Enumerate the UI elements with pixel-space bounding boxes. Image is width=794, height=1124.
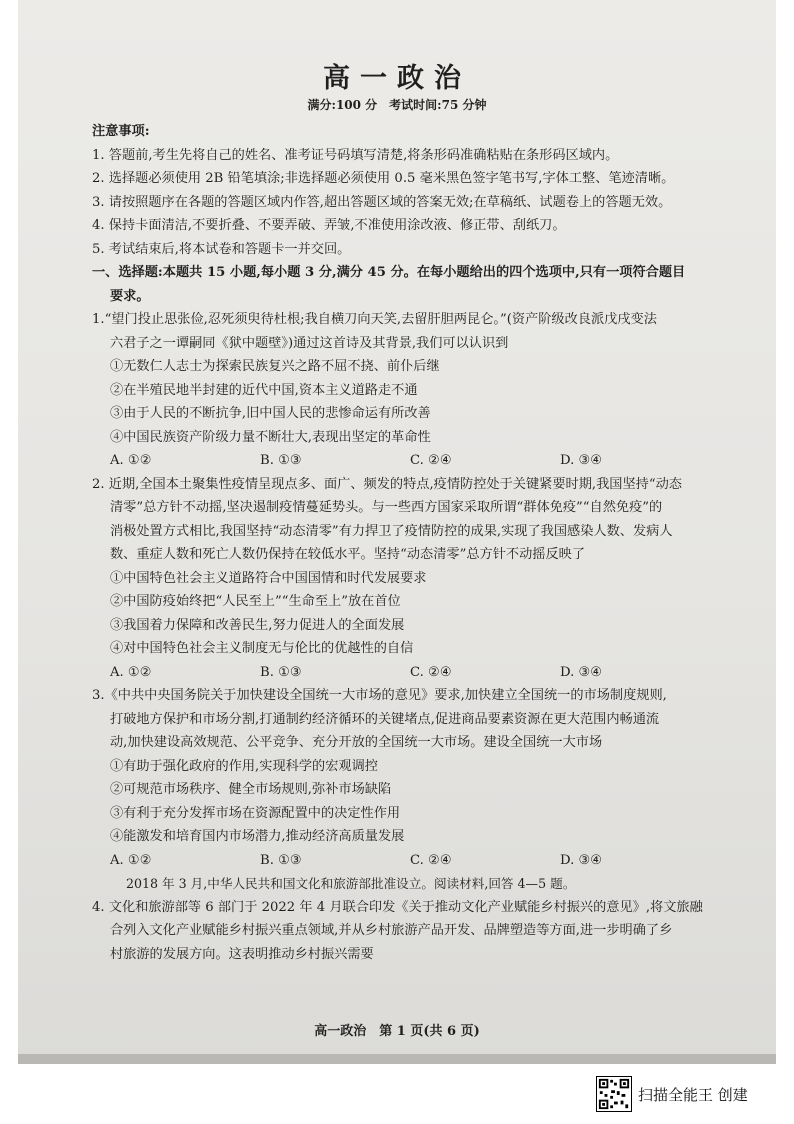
question-2-stem: 消极处置方式相比,我国坚持“动态清零”有力捍卫了疫情防控的成果,实现了我国感染人数、发病人: [110, 523, 673, 539]
scanner-credit: 扫描全能王 创建: [638, 1085, 748, 1104]
question-1-option: ③由于人民的不断抗争,旧中国人民的悲惨命运有所改善: [110, 406, 431, 421]
question-2-option: ③我国着力保障和改善民生,努力促进人的全面发展: [110, 617, 405, 633]
notes-heading: 注意事项:: [92, 124, 150, 139]
note-item: 3. 请按照题序在各题的答题区域内作答,超出答题区域的答案无效;在草稿纸、试题卷上的答题无效。: [92, 194, 672, 210]
question-2-stem: 清零”总方针不动摇,坚决遏制疫情蔓延势头。与一些西方国家采取所谓“群体免疫”“自然免疫”的: [110, 500, 663, 515]
exam-paper: [18, 0, 776, 1064]
choice-d: D. ③④: [560, 453, 603, 468]
choice-a: A. ①②: [110, 852, 152, 868]
choice-a: A. ①②: [110, 664, 152, 680]
question-3-option: ③有利于充分发挥市场在资源配置中的决定性作用: [110, 805, 401, 821]
note-item: 1. 答题前,考生先将自己的姓名、准考证号码填写清楚,将条形码准确粘贴在条形码区域内。: [92, 147, 619, 163]
question-2-option: ①中国特色社会主义道路符合中国国情和时代发展要求: [110, 570, 427, 586]
question-1-stem: 六君子之一谭嗣同《狱中题壁》)通过这首诗及其背景,我们可以认识到: [110, 335, 509, 351]
note-item: 4. 保持卡面清洁,不要折叠、不要弄破、弄皱,不准使用涂改液、修正带、刮纸刀。: [92, 218, 566, 233]
question-1-option: ④中国民族资产阶级力量不断壮大,表现出坚定的革命性: [110, 429, 431, 445]
note-item: 2. 选择题必须使用 2B 铅笔填涂;非选择题必须使用 0.5 毫米黑色签字笔书写,字体工整、笔迹清晰。: [92, 171, 675, 186]
question-1-option: ①无数仁人志士为探索民族复兴之路不屈不挠、前仆后继: [110, 359, 440, 374]
question-3-choices: [92, 849, 772, 873]
scanner-watermark: [596, 1076, 748, 1112]
choice-c: C. ②④: [410, 664, 452, 680]
question-3-stem: 3.《中共中央国务院关于加快建设全国统一大市场的意见》要求,加快建立全国统一的市场制度规则,: [92, 688, 667, 703]
question-2-stem: 2. 近期,全国本土聚集性疫情呈现点多、面广、频发的特点,疫情防控处于关键紧要时期,我国坚持“动态: [92, 476, 682, 492]
question-1-choices: [92, 449, 772, 473]
question-3-option: ②可规范市场秩序、健全市场规则,弥补市场缺陷: [110, 782, 392, 797]
choice-a: A. ①②: [110, 453, 152, 468]
question-2-option: ④对中国特色社会主义制度无与伦比的优越性的自信: [110, 641, 414, 656]
paper-content: [92, 120, 772, 966]
qr-code-icon: [596, 1076, 632, 1112]
question-4-stem: 村旅游的发展方向。这表明推动乡村振兴需要: [110, 946, 374, 962]
paper-subtitle: 满分:100 分 考试时间:75 分钟: [307, 98, 487, 112]
choice-b: B. ①③: [260, 852, 302, 868]
note-item: 5. 考试结束后,将本试卷和答题卡一并交回。: [92, 241, 351, 257]
question-1-option: ②在半殖民地半封建的近代中国,资本主义道路走不通: [110, 382, 418, 398]
question-4-stem: 4. 文化和旅游部等 6 部门于 2022 年 4 月联合印发《关于推动文化产业赋能乡村振兴的意见》,将文旅融: [92, 899, 703, 915]
choice-b: B. ①③: [260, 664, 302, 680]
question-1-stem: 1.“望门投止思张俭,忍死须臾待杜根;我自横刀向天笑,去留肝胆两昆仑。”(资产阶级改良派戊戌变法: [92, 312, 657, 327]
choice-b: B. ①③: [260, 453, 302, 468]
question-3-option: ④能激发和培育国内市场潜力,推动经济高质量发展: [110, 829, 405, 844]
question-2-stem: 数、重症人数和死亡人数仍保持在较低水平。坚持“动态清零”总方针不动摇反映了: [110, 547, 586, 562]
paper-title: 高一政治: [323, 63, 471, 94]
question-3-stem: 打破地方保护和市场分割,打通制约经济循环的关键堵点,促进商品要素资源在更大范围内畅通流: [110, 711, 660, 727]
question-3-stem: 动,加快建设高效规范、公平竞争、充分开放的全国统一大市场。建设全国统一大市场: [110, 735, 603, 750]
question-2-choices: [92, 661, 772, 685]
question-4-stem: 合列入文化产业赋能乡村振兴重点领域,并从乡村旅游产品开发、品牌塑造等方面,进一步明确了乡: [110, 923, 673, 938]
question-3-option: ①有助于强化政府的作用,实现科学的宏观调控: [110, 758, 378, 774]
choice-d: D. ③④: [560, 664, 603, 680]
choice-c: C. ②④: [410, 852, 452, 868]
choice-d: D. ③④: [560, 852, 603, 868]
choice-c: C. ②④: [410, 453, 452, 468]
section-heading-cont: 要求。: [110, 288, 150, 304]
section-heading: 一、选择题:本题共 15 小题,每小题 3 分,满分 45 分。在每小题给出的四个选项中,只有一项符合题目: [92, 265, 686, 280]
page-footer: 高一政治 第 1 页(共 6 页): [314, 1024, 480, 1039]
material-note: 2018 年 3 月,中华人民共和国文化和旅游部批准设立。阅读材料,回答 4—5 题。: [126, 876, 576, 891]
question-2-option: ②中国防疫始终把“人民至上”“生命至上”放在首位: [110, 594, 401, 609]
